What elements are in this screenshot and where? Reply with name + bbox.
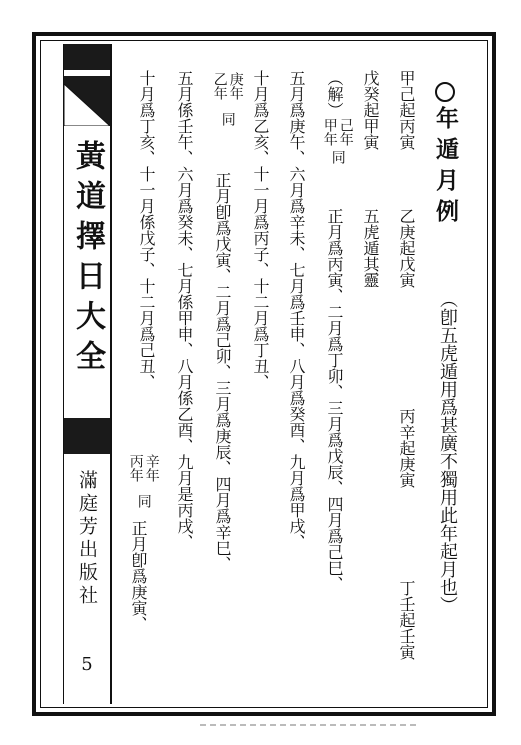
rule-ding-ren: 丁壬起壬寅 xyxy=(397,580,416,660)
book-title: 黃道擇日大全 xyxy=(70,140,105,380)
year-pair-same-mark: 同 xyxy=(329,150,346,164)
rule-five-tigers: 五虎遁其靈 xyxy=(361,208,380,288)
page-number: 5 xyxy=(81,654,93,675)
section2-line2: 五月係壬午、六月爲癸未、七月係甲申、八月係乙酉、九月是丙戌、 xyxy=(175,70,194,550)
section2-line1: 正月卽爲戊寅、二月爲己卯、三月爲庚辰、四月爲辛巳、 xyxy=(213,172,232,572)
publisher-name: 滿庭芳出版社 xyxy=(76,470,98,608)
sidebar-ornament-icon xyxy=(64,84,110,126)
rule-yi-geng: 乙庚起戊寅 xyxy=(397,208,416,288)
year-pair-same-mark-3: 同 xyxy=(135,494,152,508)
year-pair-bing: 丙年 xyxy=(127,454,144,482)
section1-line2: 五月爲庚午、六月爲辛未、七月爲壬申、八月爲癸酉、九月爲甲戌、 xyxy=(287,70,306,550)
explain-label: （解） xyxy=(325,70,344,118)
sidebar-middle-band xyxy=(64,418,110,454)
year-pair-same-mark-2: 同 xyxy=(219,112,236,126)
rule-bing-xin: 丙辛起庚寅 xyxy=(397,408,416,488)
year-pair-xin: 辛年 xyxy=(143,454,160,482)
section1-line3: 十月爲乙亥、十一月爲丙子、十二月爲丁丑、 xyxy=(251,70,270,390)
scan-artifact-line xyxy=(200,724,420,726)
section1-line1: 正月爲丙寅、二月爲丁卯、三月爲戊辰、四月爲己巳、 xyxy=(325,208,344,592)
section-title: 年遁月例 xyxy=(434,82,457,230)
section3-line1: 正月卽爲庚寅、 xyxy=(129,520,148,632)
year-pair-jia-ji: 甲年 xyxy=(321,118,338,146)
section-marker-icon xyxy=(435,82,455,102)
sidebar-top-band-2 xyxy=(64,76,110,84)
year-pair-yi: 乙年 xyxy=(211,72,228,100)
year-pair-ji: 己年 xyxy=(337,118,354,146)
section-subtitle: （卽五虎遁用爲甚廣不獨用此年起月也） xyxy=(437,290,458,614)
year-pair-geng: 庚年 xyxy=(227,72,244,100)
section2-line3: 十月爲丁亥、十一月係戊子、十二月爲己丑、 xyxy=(137,70,156,390)
rule-jia-ji: 甲己起丙寅 xyxy=(397,70,416,150)
sidebar-stripe xyxy=(44,44,64,704)
rule-wu-gui: 戊癸起甲寅 xyxy=(361,70,380,150)
